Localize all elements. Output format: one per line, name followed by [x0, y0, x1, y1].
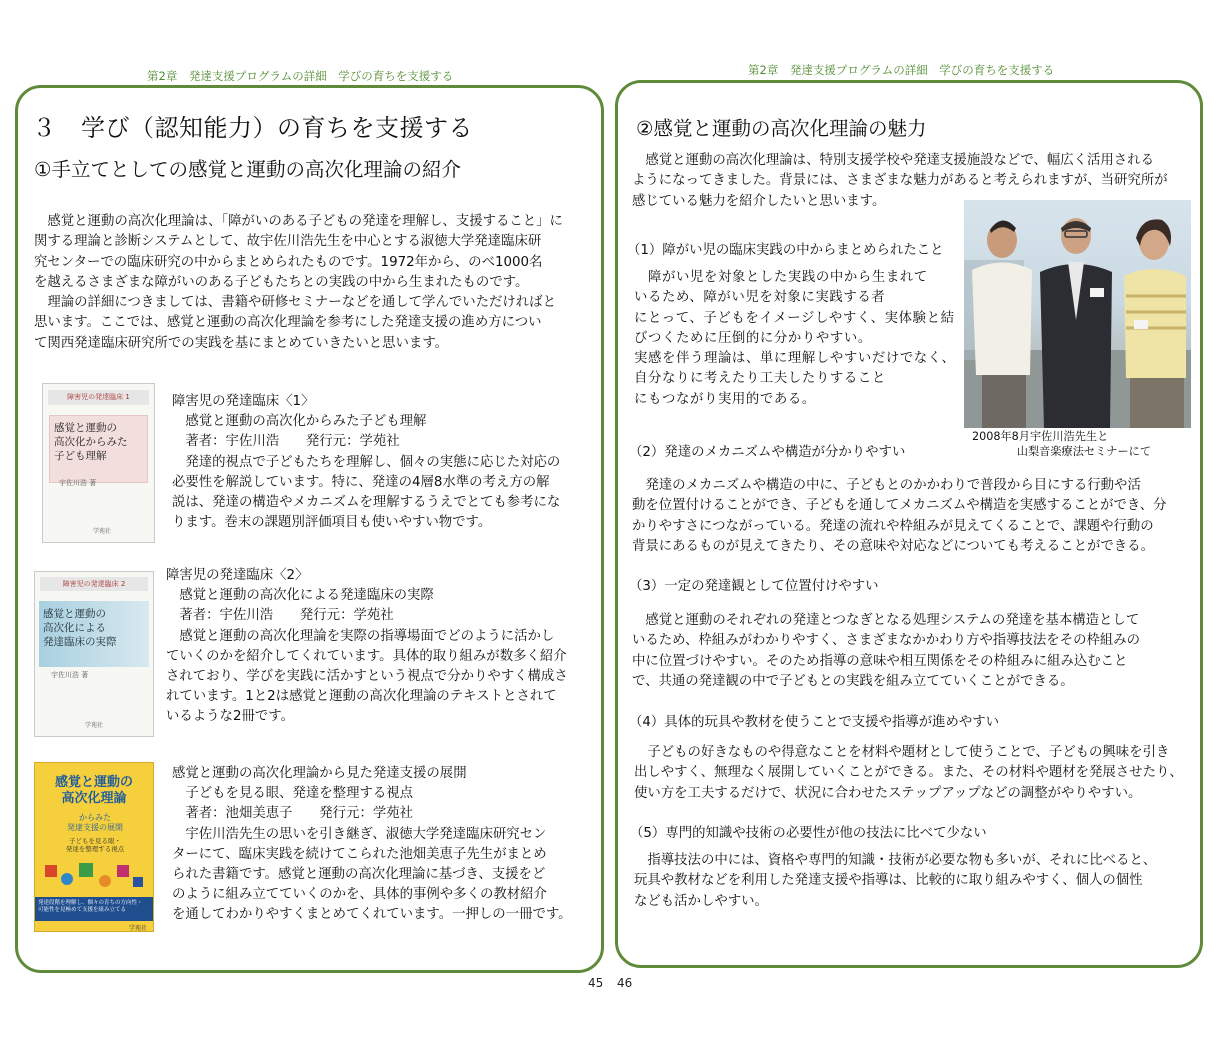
photo-caption: 2008年8月宇佐川浩先生と 山梨音楽療法セミナーにて — [972, 430, 1152, 458]
book-cover-2-title: 感覚と運動の 高次化による 発達臨床の実際 — [39, 601, 149, 667]
right-page-title: ②感覚と運動の高次化理論の魅力 — [636, 117, 927, 140]
section-5-heading: （5）専門的知識や技術の必要性が他の技法に比べて少ない — [630, 826, 987, 841]
section-4-text: 子どもの好きなものや得意なことを材料や題材として使うことで、子どもの興味を引き 出しやすく、無理なく展開していくことができる。また、その材料や題材を発展させたり、 使い方を工夫するだけで、状況に合わせたステップアップなどの調整がやりやすい。 — [634, 745, 1183, 801]
section-2-text: 発達のメカニズムや構造の中に、子どもとのかかわりで普段から目にする行動や活 動を位置付けることができ、子どもを通してメカニズムや構造を実感することができ、分 かりやすさにつながっている。発達の流れや枠組みが見えてくることで、課題や行動の 背景にあるものが見えてきたり、その意味や対応などについても考えることができる。 — [632, 478, 1167, 554]
book-cover-3-title: 感覚と運動の 高次化理論 — [54, 775, 133, 806]
book-cover-2 — [34, 571, 154, 737]
page-number-left: 45 — [588, 976, 604, 990]
section-2-heading: （2）発達のメカニズムや構造が分かりやすい — [629, 445, 906, 460]
section-1-text: 障がい児を対象とした実践の中から生まれて いるため、障がい児を対象に実践する者 にとって、子どもをイメージしやすく、実体験と結 びつくために圧倒的に分かりやすい。 実感を伴う理論は、単に理解しやすいだけでなく、 自分なりに考えたり工夫したりすること にもつながり実用的である。 — [634, 270, 956, 407]
book-description-3: 感覚と運動の高次化理論から見た発達支援の展開 子どもを見る眼、発達を整理する視点 著者：池畑美恵子 発行元：学苑社 宇佐川浩先生の思いを引き継ぎ、淑徳大学発達臨床研究セン ターにて、臨床実践を続けてこられた池畑美恵子先生がまとめ られた書籍です。感覚と運動の高次化理論に基づき、支援をど のように組み立てていくのかを、具体的事例や多くの教材紹介 を通してわかりやすくまとめてくれています。一押しの一冊です。 — [172, 766, 572, 923]
book-cover-3-subtitle: からみた 発達支援の展開 — [67, 813, 123, 832]
book-cover-2-publisher: 学苑社 — [85, 722, 104, 729]
book-cover-1 — [42, 383, 155, 543]
left-chapter-header: 第2章 発達支援プログラムの詳細 学びの育ちを支援する — [147, 69, 454, 83]
left-page-title: ３ 学び（認知能力）の育ちを支援する — [32, 114, 473, 142]
section-1-heading: （1）障がい児の臨床実践の中からまとめられたこと — [627, 243, 944, 258]
book-cover-1-publisher: 学苑社 — [93, 528, 112, 535]
section-3-heading: （3）一定の発達観として位置付けやすい — [629, 579, 879, 594]
book-cover-1-series: 障害児の発達臨床 1 — [48, 390, 149, 405]
left-page-subtitle: ①手立てとしての感覚と運動の高次化理論の紹介 — [34, 158, 461, 181]
right-chapter-header: 第2章 発達支援プログラムの詳細 学びの育ちを支援する — [748, 63, 1055, 77]
book-cover-2-author: 宇佐川浩 著 — [51, 671, 89, 679]
book-cover-2-series: 障害児の発達臨床 2 — [40, 577, 148, 591]
page-number-right: 46 — [617, 976, 633, 990]
seminar-photo-image — [964, 200, 1191, 428]
left-intro-paragraph: 感覚と運動の高次化理論は、「障がいのある子どもの発達を理解し、支援すること」に 関する理論と診断システムとして、故宇佐川浩先生を中心とする淑徳大学発達臨床研 究センターでの臨床研究の中からまとめられたものです。1972年から、のべ1000名 を越えるさまざまな障がいのある子どもたちとの実践の中から生まれたものです。 理論の詳細につきましては、書籍や研修セミナーなどを通して学んでいただければと 思います。ここでは、感覚と運動の高次化理論を参考にした発達支援の進め方につい て関西発達臨床研究所での実践を基にまとめていきたいと思います。 — [34, 214, 563, 351]
section-4-heading: （4）具体的玩具や教材を使うことで支援や指導が進めやすい — [629, 715, 1000, 730]
book-cover-3-illustration — [41, 859, 147, 895]
book-cover-3-publisher: 学苑社 — [129, 925, 148, 932]
book-cover-1-title: 感覚と運動の 高次化からみた 子ども理解 — [49, 415, 148, 483]
book-cover-3-tagline: 子どもを見る眼・ 発達を整理する視点 — [65, 837, 125, 853]
book-cover-1-author: 宇佐川浩 著 — [59, 479, 97, 487]
section-5-text: 指導技法の中には、資格や専門的知識・技術が必要な物も多いが、それに比べると、 玩具や教材などを利用した発達支援や指導は、比較的に取り組みやすく、個人の個性 なども活かしやすい。 — [634, 853, 1157, 909]
seminar-photo — [964, 200, 1191, 428]
book-cover-3-banner: 発達段階を理解し、個々の育ちの方向性・ 可能性を見極めて支援を組み立てる — [35, 897, 154, 921]
book-cover-3 — [34, 762, 154, 932]
right-intro-paragraph: 感覚と運動の高次化理論は、特別支援学校や発達支援施設などで、幅広く活用される ようになってきました。背景には、さまざまな魅力があると考えられますが、当研究所が 感じている魅力を紹介したいと思います。 — [632, 153, 1168, 209]
book-description-2: 障害児の発達臨床〈2〉 感覚と運動の高次化による発達臨床の実際 著者：宇佐川浩 発行元：学苑社 感覚と運動の高次化理論を実際の指導場面でどのように活かし ていくのかを紹介してくれています。具体的取り組みが数多く紹介 されており、学びを実践に活かすという視点で分かりやすく構成さ れています。1と2は感覚と運動の高次化理論のテキストとされて いるような2冊です。 — [166, 568, 568, 725]
book-description-1: 障害児の発達臨床〈1〉 感覚と運動の高次化からみた子ども理解 著者：宇佐川浩 発行元：学苑社 発達的視点で子どもたちを理解し、個々の実態に応じた対応の 必要性を解説しています。特に、発達の4層8水準の考え方の解 説は、発達の構造やメカニズムを理解するうえでとても参考にな ります。巻末の課題別評価項目も使いやすい物です。 — [172, 394, 561, 531]
section-3-text: 感覚と運動のそれぞれの発達とつなぎとなる処理システムの発達を基本構造として いるため、枠組みがわかりやすく、さまざまなかかわり方や指導技法をその枠組みの 中に位置づけやすい。そのため指導の意味や相互関係をその枠組みに組み込むこと で、共通の発達観の中で子どもとの実践を組み立てていくことができる。 — [632, 613, 1141, 689]
